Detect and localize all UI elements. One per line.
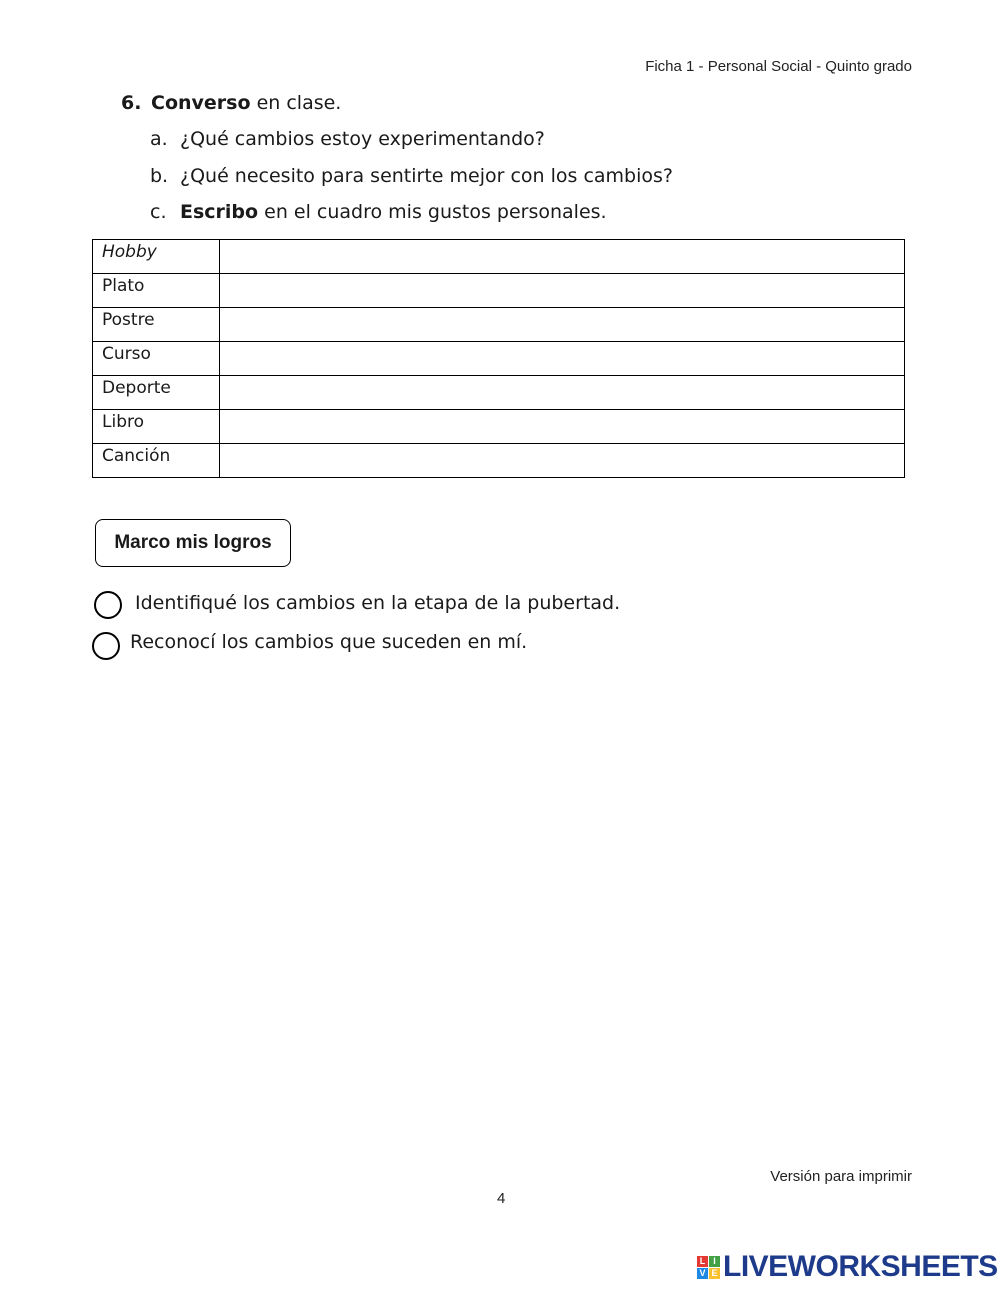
logro-checkbox-1[interactable]: [94, 591, 122, 619]
item-letter: c.: [150, 201, 167, 223]
preferences-table: [92, 239, 905, 478]
row-answer-field[interactable]: [220, 240, 905, 274]
item-letter: b.: [150, 165, 169, 187]
logro-item-1: Identifiqué los cambios en la etapa de la pubertad.: [135, 592, 621, 614]
row-label: Libro: [93, 410, 220, 444]
header-text: Ficha 1 - Personal Social - Quinto grado: [645, 58, 912, 75]
question-verb: Converso: [151, 92, 251, 114]
table-row: [93, 410, 905, 444]
row-label: Canción: [93, 444, 220, 478]
item-letter: a.: [150, 128, 168, 150]
question-number: 6.: [121, 92, 142, 114]
row-label: Plato: [93, 274, 220, 308]
logo-letter: E: [709, 1268, 720, 1279]
question-item-c: [150, 201, 607, 223]
logros-title-box: [95, 519, 291, 567]
row-label: Deporte: [93, 376, 220, 410]
table-row: [93, 444, 905, 478]
row-answer-field[interactable]: [220, 410, 905, 444]
logros-title: Marco mis logros: [114, 532, 272, 553]
question-item-a: [150, 128, 545, 150]
table-row: [93, 274, 905, 308]
question-title: [121, 92, 341, 114]
logro-item-2: Reconocí los cambios que suceden en mí.: [130, 631, 528, 653]
row-label: Curso: [93, 342, 220, 376]
table-row: [93, 342, 905, 376]
row-answer-field[interactable]: [220, 308, 905, 342]
table-row: [93, 376, 905, 410]
table-row: [93, 240, 905, 274]
row-answer-field[interactable]: [220, 342, 905, 376]
question-item-b: [150, 165, 673, 187]
row-label: Hobby: [93, 240, 220, 274]
logo-letter: V: [697, 1268, 708, 1279]
liveworksheets-brand: [697, 1252, 998, 1282]
logo-letter: L: [697, 1256, 708, 1267]
row-label: Postre: [93, 308, 220, 342]
logo-letter: I: [709, 1256, 720, 1267]
liveworksheets-logo-icon: [697, 1256, 720, 1279]
table-row: [93, 308, 905, 342]
item-text: ¿Qué necesito para sentirte mejor con los cambios?: [180, 165, 674, 187]
item-text: en el cuadro mis gustos personales.: [258, 201, 607, 223]
row-answer-field[interactable]: [220, 376, 905, 410]
footer-version: Versión para imprimir: [770, 1168, 912, 1185]
item-bold: Escribo: [180, 201, 259, 223]
brand-name: LIVEWORKSHEETS: [723, 1250, 998, 1283]
row-answer-field[interactable]: [220, 274, 905, 308]
question-rest: en clase.: [250, 92, 342, 114]
page-number: 4: [497, 1190, 506, 1207]
logro-checkbox-2[interactable]: [92, 632, 120, 660]
row-answer-field[interactable]: [220, 444, 905, 478]
item-text: ¿Qué cambios estoy experimentando?: [180, 128, 545, 150]
